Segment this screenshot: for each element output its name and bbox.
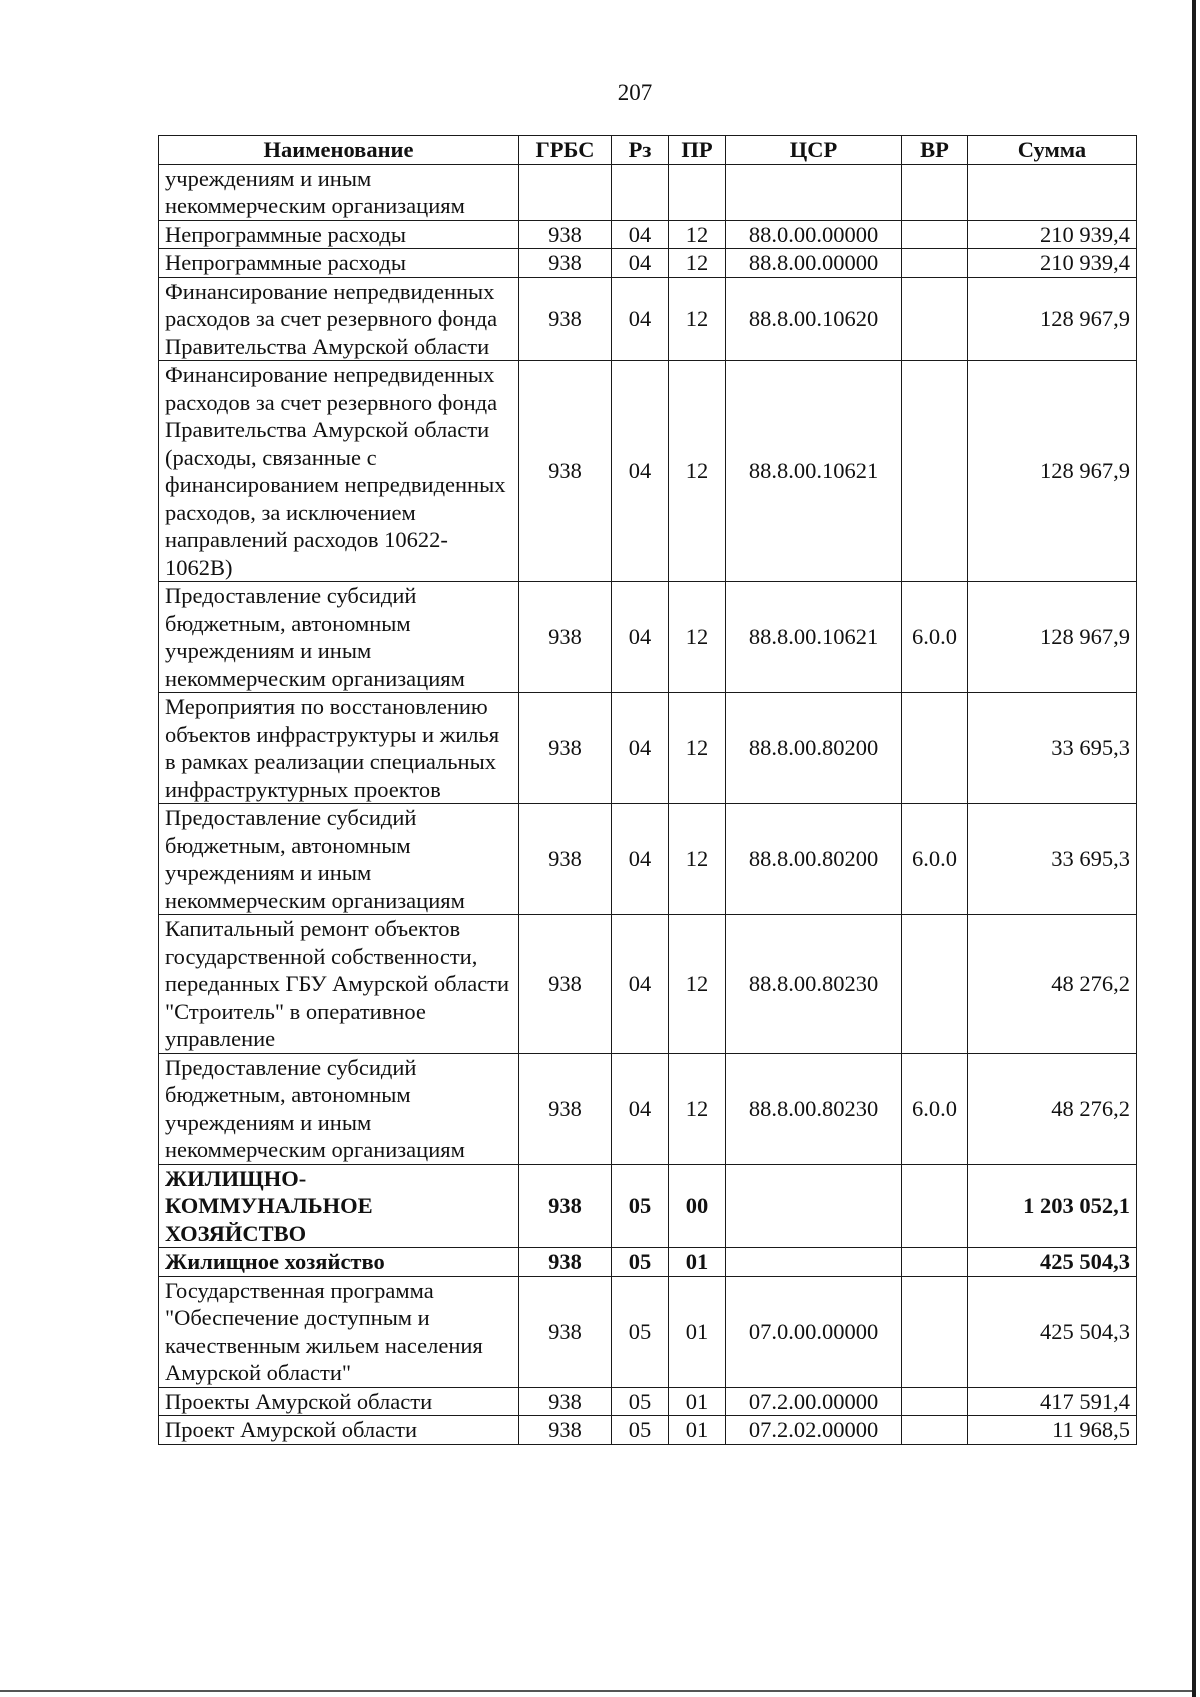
cell-pr: 12 bbox=[669, 220, 726, 249]
cell-name: Предоставление субсидий бюджетным, автономным учреждениям и иным некоммерческим организациям bbox=[159, 1053, 519, 1164]
cell-grbs: 938 bbox=[519, 693, 612, 804]
cell-grbs: 938 bbox=[519, 277, 612, 361]
cell-rz: 05 bbox=[612, 1164, 669, 1248]
cell-rz: 04 bbox=[612, 804, 669, 915]
cell-name: Предоставление субсидий бюджетным, автономным учреждениям и иным некоммерческим организациям bbox=[159, 582, 519, 693]
table-row bbox=[159, 804, 1137, 915]
cell-vr bbox=[902, 1248, 968, 1277]
cell-pr: 01 bbox=[669, 1248, 726, 1277]
cell-grbs: 938 bbox=[519, 361, 612, 582]
cell-grbs bbox=[519, 164, 612, 220]
cell-rz: 05 bbox=[612, 1276, 669, 1387]
cell-name: Непрограммные расходы bbox=[159, 220, 519, 249]
cell-name: Капитальный ремонт объектов государственной собственности, переданных ГБУ Амурской области "Строитель" в оперативное управление bbox=[159, 915, 519, 1054]
cell-csr: 88.8.00.00000 bbox=[726, 249, 902, 278]
cell-amount: 48 276,2 bbox=[968, 1053, 1137, 1164]
budget-table bbox=[158, 135, 1137, 1445]
cell-pr: 01 bbox=[669, 1387, 726, 1416]
cell-name: Жилищное хозяйство bbox=[159, 1248, 519, 1277]
cell-vr bbox=[902, 915, 968, 1054]
table-row bbox=[159, 1416, 1137, 1445]
header-amount: Сумма bbox=[968, 136, 1137, 165]
header-name: Наименование bbox=[159, 136, 519, 165]
header-vr: ВР bbox=[902, 136, 968, 165]
cell-csr: 88.8.00.80200 bbox=[726, 804, 902, 915]
cell-name: Финансирование непредвиденных расходов за счет резервного фонда Правительства Амурской области (расходы, связанные с финансированием непредвиденных расходов, за исключением направлений расходов 10622-1062В) bbox=[159, 361, 519, 582]
table-row bbox=[159, 220, 1137, 249]
cell-csr bbox=[726, 1164, 902, 1248]
cell-grbs: 938 bbox=[519, 804, 612, 915]
cell-rz: 04 bbox=[612, 1053, 669, 1164]
cell-name: Проекты Амурской области bbox=[159, 1387, 519, 1416]
cell-csr: 88.8.00.80200 bbox=[726, 693, 902, 804]
cell-grbs: 938 bbox=[519, 1387, 612, 1416]
cell-vr bbox=[902, 1276, 968, 1387]
table-row bbox=[159, 693, 1137, 804]
cell-amount: 425 504,3 bbox=[968, 1248, 1137, 1277]
scan-bottom-line bbox=[0, 1690, 1192, 1692]
table-row bbox=[159, 164, 1137, 220]
table-row bbox=[159, 361, 1137, 582]
cell-rz: 04 bbox=[612, 915, 669, 1054]
cell-pr: 12 bbox=[669, 693, 726, 804]
cell-vr: 6.0.0 bbox=[902, 1053, 968, 1164]
cell-grbs: 938 bbox=[519, 1053, 612, 1164]
header-csr: ЦСР bbox=[726, 136, 902, 165]
cell-grbs: 938 bbox=[519, 915, 612, 1054]
cell-vr: 6.0.0 bbox=[902, 804, 968, 915]
cell-vr bbox=[902, 1164, 968, 1248]
cell-vr bbox=[902, 164, 968, 220]
cell-name: Мероприятия по восстановлению объектов инфраструктуры и жилья в рамках реализации специальных инфраструктурных проектов bbox=[159, 693, 519, 804]
page-number: 207 bbox=[617, 80, 653, 105]
cell-pr: 12 bbox=[669, 361, 726, 582]
cell-vr bbox=[902, 249, 968, 278]
table-row bbox=[159, 1387, 1137, 1416]
header-grbs: ГРБС bbox=[519, 136, 612, 165]
cell-pr: 12 bbox=[669, 804, 726, 915]
cell-vr bbox=[902, 220, 968, 249]
cell-amount: 425 504,3 bbox=[968, 1276, 1137, 1387]
cell-name: Финансирование непредвиденных расходов за счет резервного фонда Правительства Амурской области bbox=[159, 277, 519, 361]
table-row bbox=[159, 582, 1137, 693]
cell-vr bbox=[902, 277, 968, 361]
cell-csr: 88.8.00.10620 bbox=[726, 277, 902, 361]
cell-name: Государственная программа "Обеспечение доступным и качественным жильем населения Амурской области" bbox=[159, 1276, 519, 1387]
cell-grbs: 938 bbox=[519, 249, 612, 278]
cell-vr bbox=[902, 1416, 968, 1445]
cell-grbs: 938 bbox=[519, 1416, 612, 1445]
cell-name: Предоставление субсидий бюджетным, автономным учреждениям и иным некоммерческим организациям bbox=[159, 804, 519, 915]
cell-csr: 07.2.02.00000 bbox=[726, 1416, 902, 1445]
cell-rz: 05 bbox=[612, 1387, 669, 1416]
cell-amount: 33 695,3 bbox=[968, 804, 1137, 915]
cell-rz: 04 bbox=[612, 693, 669, 804]
cell-pr: 01 bbox=[669, 1416, 726, 1445]
cell-vr bbox=[902, 361, 968, 582]
cell-grbs: 938 bbox=[519, 582, 612, 693]
cell-amount: 128 967,9 bbox=[968, 361, 1137, 582]
cell-vr: 6.0.0 bbox=[902, 582, 968, 693]
cell-csr: 88.8.00.10621 bbox=[726, 582, 902, 693]
cell-amount: 128 967,9 bbox=[968, 582, 1137, 693]
table-row bbox=[159, 915, 1137, 1054]
table-body bbox=[159, 164, 1137, 1444]
cell-csr bbox=[726, 164, 902, 220]
header-rz: Рз bbox=[612, 136, 669, 165]
cell-amount: 11 968,5 bbox=[968, 1416, 1137, 1445]
table-row bbox=[159, 1248, 1137, 1277]
cell-csr: 88.8.00.80230 bbox=[726, 1053, 902, 1164]
cell-pr: 00 bbox=[669, 1164, 726, 1248]
cell-amount: 128 967,9 bbox=[968, 277, 1137, 361]
cell-rz bbox=[612, 164, 669, 220]
cell-rz: 04 bbox=[612, 277, 669, 361]
table-row bbox=[159, 1164, 1137, 1248]
cell-amount: 210 939,4 bbox=[968, 220, 1137, 249]
cell-amount: 33 695,3 bbox=[968, 693, 1137, 804]
cell-pr bbox=[669, 164, 726, 220]
cell-pr: 12 bbox=[669, 249, 726, 278]
header-pr: ПР bbox=[669, 136, 726, 165]
cell-csr: 88.0.00.00000 bbox=[726, 220, 902, 249]
cell-rz: 04 bbox=[612, 249, 669, 278]
table-row bbox=[159, 1276, 1137, 1387]
cell-rz: 05 bbox=[612, 1248, 669, 1277]
cell-grbs: 938 bbox=[519, 220, 612, 249]
table-row bbox=[159, 1053, 1137, 1164]
cell-csr: 88.8.00.80230 bbox=[726, 915, 902, 1054]
cell-pr: 12 bbox=[669, 915, 726, 1054]
cell-csr bbox=[726, 1248, 902, 1277]
cell-rz: 04 bbox=[612, 361, 669, 582]
cell-pr: 01 bbox=[669, 1276, 726, 1387]
cell-rz: 05 bbox=[612, 1416, 669, 1445]
cell-amount bbox=[968, 164, 1137, 220]
cell-csr: 88.8.00.10621 bbox=[726, 361, 902, 582]
cell-pr: 12 bbox=[669, 277, 726, 361]
cell-csr: 07.0.00.00000 bbox=[726, 1276, 902, 1387]
cell-vr bbox=[902, 1387, 968, 1416]
table-header-row bbox=[159, 136, 1137, 165]
cell-csr: 07.2.00.00000 bbox=[726, 1387, 902, 1416]
cell-grbs: 938 bbox=[519, 1276, 612, 1387]
cell-amount: 1 203 052,1 bbox=[968, 1164, 1137, 1248]
cell-name: ЖИЛИЩНО-КОММУНАЛЬНОЕ ХОЗЯЙСТВО bbox=[159, 1164, 519, 1248]
table-row bbox=[159, 249, 1137, 278]
table-row bbox=[159, 277, 1137, 361]
cell-rz: 04 bbox=[612, 582, 669, 693]
cell-rz: 04 bbox=[612, 220, 669, 249]
scan-edge-line bbox=[1192, 0, 1196, 1697]
cell-pr: 12 bbox=[669, 582, 726, 693]
cell-name: Проект Амурской области bbox=[159, 1416, 519, 1445]
cell-vr bbox=[902, 693, 968, 804]
cell-grbs: 938 bbox=[519, 1164, 612, 1248]
cell-amount: 210 939,4 bbox=[968, 249, 1137, 278]
cell-amount: 417 591,4 bbox=[968, 1387, 1137, 1416]
cell-name: учреждениям и иным некоммерческим организациям bbox=[159, 164, 519, 220]
cell-name: Непрограммные расходы bbox=[159, 249, 519, 278]
cell-pr: 12 bbox=[669, 1053, 726, 1164]
cell-grbs: 938 bbox=[519, 1248, 612, 1277]
cell-amount: 48 276,2 bbox=[968, 915, 1137, 1054]
